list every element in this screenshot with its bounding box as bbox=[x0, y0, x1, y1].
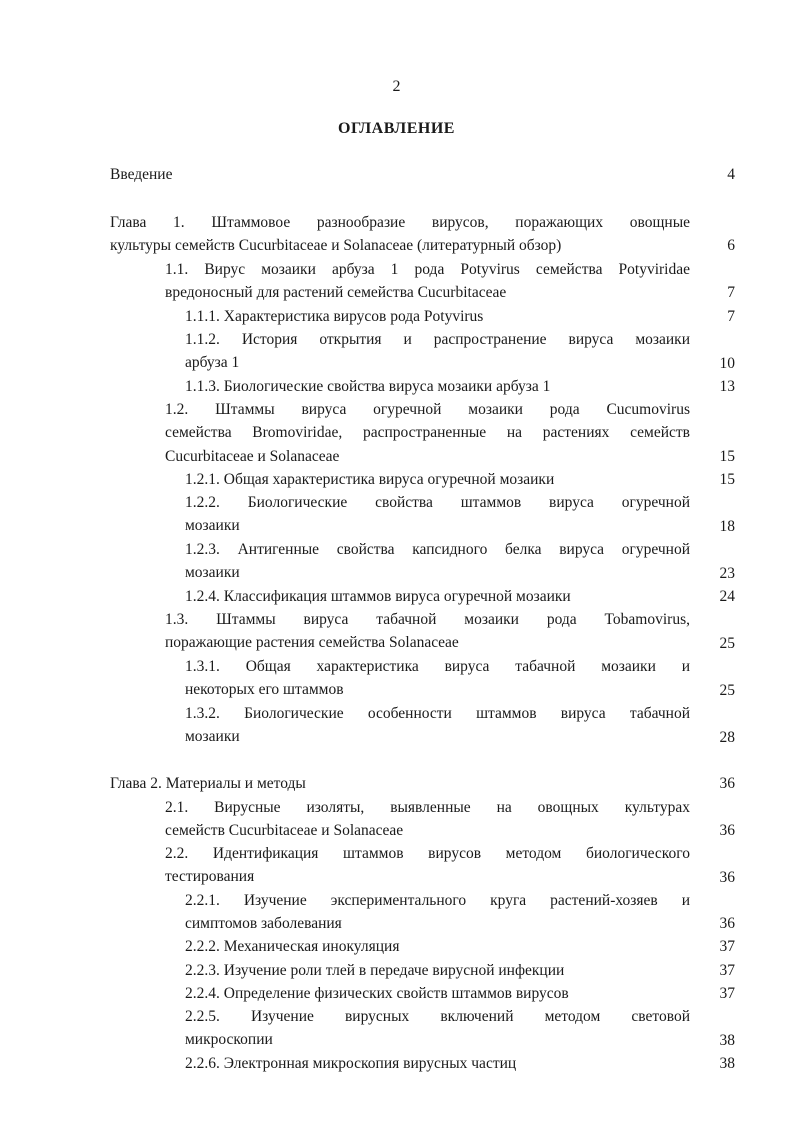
toc-entry-text: некоторых его штаммов bbox=[185, 681, 344, 699]
toc-page-number: 4 bbox=[727, 166, 735, 183]
toc-entry-text: 1.2.4. Классификация штаммов вируса огуречной мозаики bbox=[185, 588, 571, 605]
toc-entry-text: Глава 2. Материалы и методы bbox=[110, 775, 306, 792]
toc-entry-text: Cucurbitaceae и Solanaceae bbox=[165, 447, 340, 465]
toc-page-number: 37 bbox=[719, 962, 735, 979]
toc-entry-text: 1.1.1. Характеристика вирусов рода Potyvirus bbox=[185, 308, 484, 325]
toc-page-number: 36 bbox=[719, 869, 735, 886]
toc-page-number: 15 bbox=[719, 448, 735, 465]
toc-entry-text: семейств Cucurbitaceae и Solanaceae bbox=[165, 822, 404, 840]
toc-entry-text: 1.1. Вирус мозаики арбуза 1 рода Potyvirus семейства Potyviridae bbox=[165, 261, 690, 278]
toc-entry-text: 1.3. Штаммы вируса табачной мозаики рода Tobamovirus, bbox=[165, 611, 690, 628]
toc-entry-text: 1.2.2. Биологические свойства штаммов вируса огуречной bbox=[185, 494, 690, 511]
toc-page-number: 38 bbox=[719, 1055, 735, 1072]
toc-page-number: 36 bbox=[719, 822, 735, 839]
toc-entry-text: микроскопии bbox=[185, 1031, 273, 1049]
toc-page-number: 36 bbox=[719, 775, 735, 792]
toc-page-number: 28 bbox=[719, 729, 735, 746]
toc-entry-text: культуры семейств Cucurbitaceae и Solanaceae (литературный обзор) bbox=[110, 237, 562, 255]
toc-entry-text: 2.1. Вирусные изоляты, выявленные на овощных культурах bbox=[165, 799, 690, 816]
toc-entry-text: мозаики bbox=[185, 517, 240, 535]
toc-page-number: 13 bbox=[719, 378, 735, 395]
page-number: 2 bbox=[392, 78, 401, 95]
toc-entry-text: 2.2.1. Изучение экспериментального круга растений-хозяев и bbox=[185, 892, 690, 909]
toc-entry-text: 1.2. Штаммы вируса огуречной мозаики рода Cucumovirus bbox=[165, 401, 690, 418]
toc-entry-text: 1.3.1. Общая характеристика вируса табачной мозаики и bbox=[185, 658, 690, 675]
toc-entry-text: симптомов заболевания bbox=[185, 915, 342, 933]
toc-page-number: 25 bbox=[719, 682, 735, 699]
toc-entry-text: арбуза 1 bbox=[185, 354, 240, 372]
toc-title: ОГЛАВЛЕНИЕ bbox=[338, 120, 455, 137]
toc-entry-text: 2.2.5. Изучение вирусных включений методом световой bbox=[185, 1008, 690, 1025]
toc-entry-text: 2.2.6. Электронная микроскопия вирусных частиц bbox=[185, 1055, 517, 1072]
toc-entry-text: 1.1.3. Биологические свойства вируса мозаики арбуза 1 bbox=[185, 378, 551, 395]
toc-entry-text: 2.2.2. Механическая инокуляция bbox=[185, 938, 400, 955]
toc-entry-text: 1.3.2. Биологические особенности штаммов вируса табачной bbox=[185, 705, 690, 722]
toc-entry-text: 1.2.3. Антигенные свойства капсидного белка вируса огуречной bbox=[185, 541, 690, 558]
toc-entry-text: 1.1.2. История открытия и распространение вируса мозаики bbox=[185, 331, 690, 348]
toc-page-number: 10 bbox=[719, 355, 735, 372]
toc-entry-text: Введение bbox=[110, 166, 173, 183]
toc-page-number: 15 bbox=[719, 471, 735, 488]
toc-page-number: 6 bbox=[727, 237, 735, 254]
toc-page-number: 37 bbox=[719, 938, 735, 955]
toc-entry-text: 2.2. Идентификация штаммов вирусов методом биологического bbox=[165, 845, 690, 862]
toc-page-number: 38 bbox=[719, 1032, 735, 1049]
toc-page-number: 23 bbox=[719, 565, 735, 582]
toc-entry-text: мозаики bbox=[185, 564, 240, 582]
toc-page-number: 18 bbox=[719, 518, 735, 535]
toc-entry-text: 2.2.4. Определение физических свойств штаммов вирусов bbox=[185, 985, 569, 1002]
toc-entry-text: семейства Bromoviridae, распространенные на растениях семейств bbox=[165, 424, 690, 442]
toc-page-number: 36 bbox=[719, 915, 735, 932]
toc-page-number: 37 bbox=[719, 985, 735, 1002]
toc-entry-text: 2.2.3. Изучение роли тлей в передаче вирусной инфекции bbox=[185, 962, 565, 979]
toc-page-number: 25 bbox=[719, 635, 735, 652]
toc-entry-text: тестирования bbox=[165, 868, 255, 886]
toc-page-number: 7 bbox=[727, 284, 735, 301]
toc-entry-text: поражающие растения семейства Solanaceae bbox=[165, 634, 459, 652]
toc-entry-text: Глава 1. Штаммовое разнообразие вирусов, поражающих овощные bbox=[110, 214, 690, 231]
toc-entry-text: 1.2.1. Общая характеристика вируса огуречной мозаики bbox=[185, 471, 555, 488]
toc-entry-text: мозаики bbox=[185, 728, 240, 746]
toc-page-number: 24 bbox=[719, 588, 735, 605]
toc-page-number: 7 bbox=[727, 308, 735, 325]
toc-entry-text: вредоносный для растений семейства Cucurbitaceae bbox=[165, 284, 507, 302]
